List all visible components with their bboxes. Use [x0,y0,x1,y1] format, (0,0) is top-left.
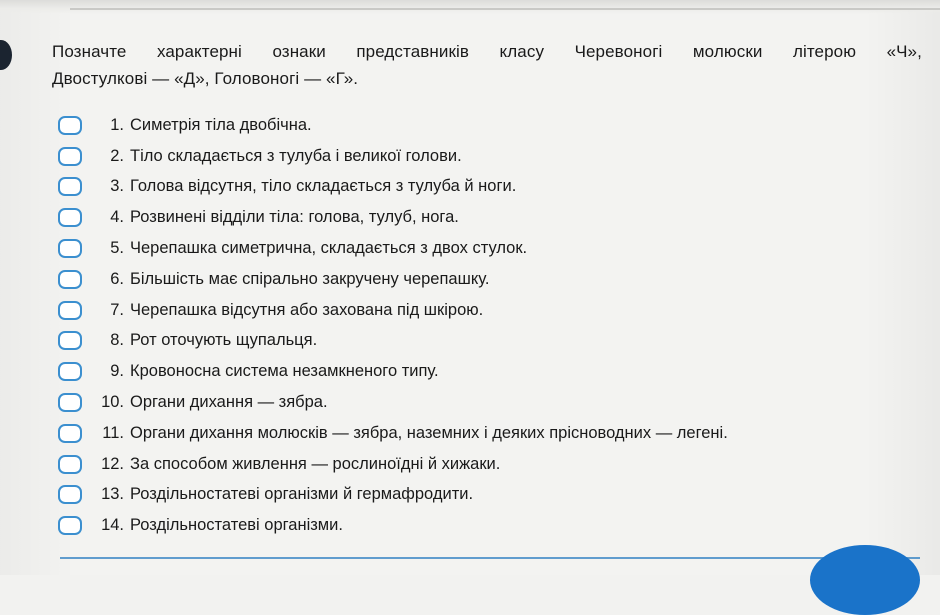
item-number: 4. [110,208,124,227]
answer-checkbox[interactable] [58,116,82,135]
item-text: Симетрія тіла двобічна. [130,115,312,134]
answer-checkbox[interactable] [58,362,82,381]
task-word: літерою [792,42,857,61]
item-text: Кровоносна система незамкненого типу. [130,362,439,381]
task-instruction-line-2: Двостулкові — «Д», Головоногі — «Г». [52,69,359,88]
list-item [58,110,918,141]
item-number: 11. [102,423,124,442]
task-word: молюски [692,42,763,61]
answer-checkbox[interactable] [58,485,82,504]
item-text: Черепашка симетрична, складається з двох стулок. [130,239,528,258]
item-text: Голова відсутня, тіло складається з тулуба й ноги. [130,177,517,196]
task-word: характерні [156,42,242,61]
item-number: 2. [110,146,124,165]
item-number: 13. [101,485,124,504]
item-text: Рот оточують щупальця. [130,331,318,350]
answer-checkbox[interactable] [58,301,82,320]
item-text: За способом живлення — рослиноїдні й хижаки. [130,454,501,473]
item-number: 10. [101,393,124,412]
task-instruction-line-1 [52,38,922,65]
list-item [58,356,918,387]
item-number: 12. [101,454,124,473]
item-text: Роздільностатеві організми й гермафродити. [130,485,474,504]
list-item [58,295,918,326]
task-word: класу [499,42,545,61]
list-item [58,418,918,449]
task-word: «Ч», [886,42,922,61]
task-instruction [52,38,922,92]
list-item [58,449,918,480]
list-item [58,172,918,203]
answer-checkbox[interactable] [58,516,82,535]
task-word: ознаки [272,42,326,61]
answer-checkbox[interactable] [58,393,82,412]
item-number: 7. [110,300,124,319]
item-number: 3. [110,177,124,196]
list-item [58,480,918,511]
page-corner-decoration [810,545,920,615]
answer-checkbox[interactable] [58,208,82,227]
list-item [58,387,918,418]
answer-checkbox[interactable] [58,331,82,350]
item-text: Тіло складається з тулуба і великої голови. [130,146,462,165]
item-number: 6. [110,269,124,288]
task-word: Позначте [52,42,127,61]
answer-checkbox[interactable] [58,455,82,474]
list-item [58,202,918,233]
item-number: 1. [110,115,124,134]
answer-checkbox[interactable] [58,177,82,196]
list-item [58,233,918,264]
answer-checkbox[interactable] [58,270,82,289]
list-item [58,326,918,357]
item-text: Більшість має спірально закручену черепашку. [130,269,490,288]
task-word: представників [356,42,470,61]
page-bottom-rule [60,557,920,559]
page-top-edge [0,0,940,14]
list-item [58,510,918,541]
item-text: Органи дихання молюсків — зябра, наземних і деяких прісноводних — легені. [130,423,728,442]
item-number: 14. [101,516,124,535]
list-item [58,264,918,295]
task-word: Черевоногі [574,42,663,61]
item-text: Роздільностатеві організми. [130,516,343,535]
page-top-rule [70,8,940,10]
item-text: Розвинені відділи тіла: голова, тулуб, нога. [130,208,459,227]
item-number: 9. [110,362,124,381]
options-list [58,110,918,541]
answer-checkbox[interactable] [58,147,82,166]
item-text: Черепашка відсутня або захована під шкірою. [130,300,484,319]
answer-checkbox[interactable] [58,424,82,443]
list-item [58,141,918,172]
answer-checkbox[interactable] [58,239,82,258]
item-text: Органи дихання — зябра. [130,393,328,412]
item-number: 8. [110,331,124,350]
item-number: 5. [110,239,124,258]
